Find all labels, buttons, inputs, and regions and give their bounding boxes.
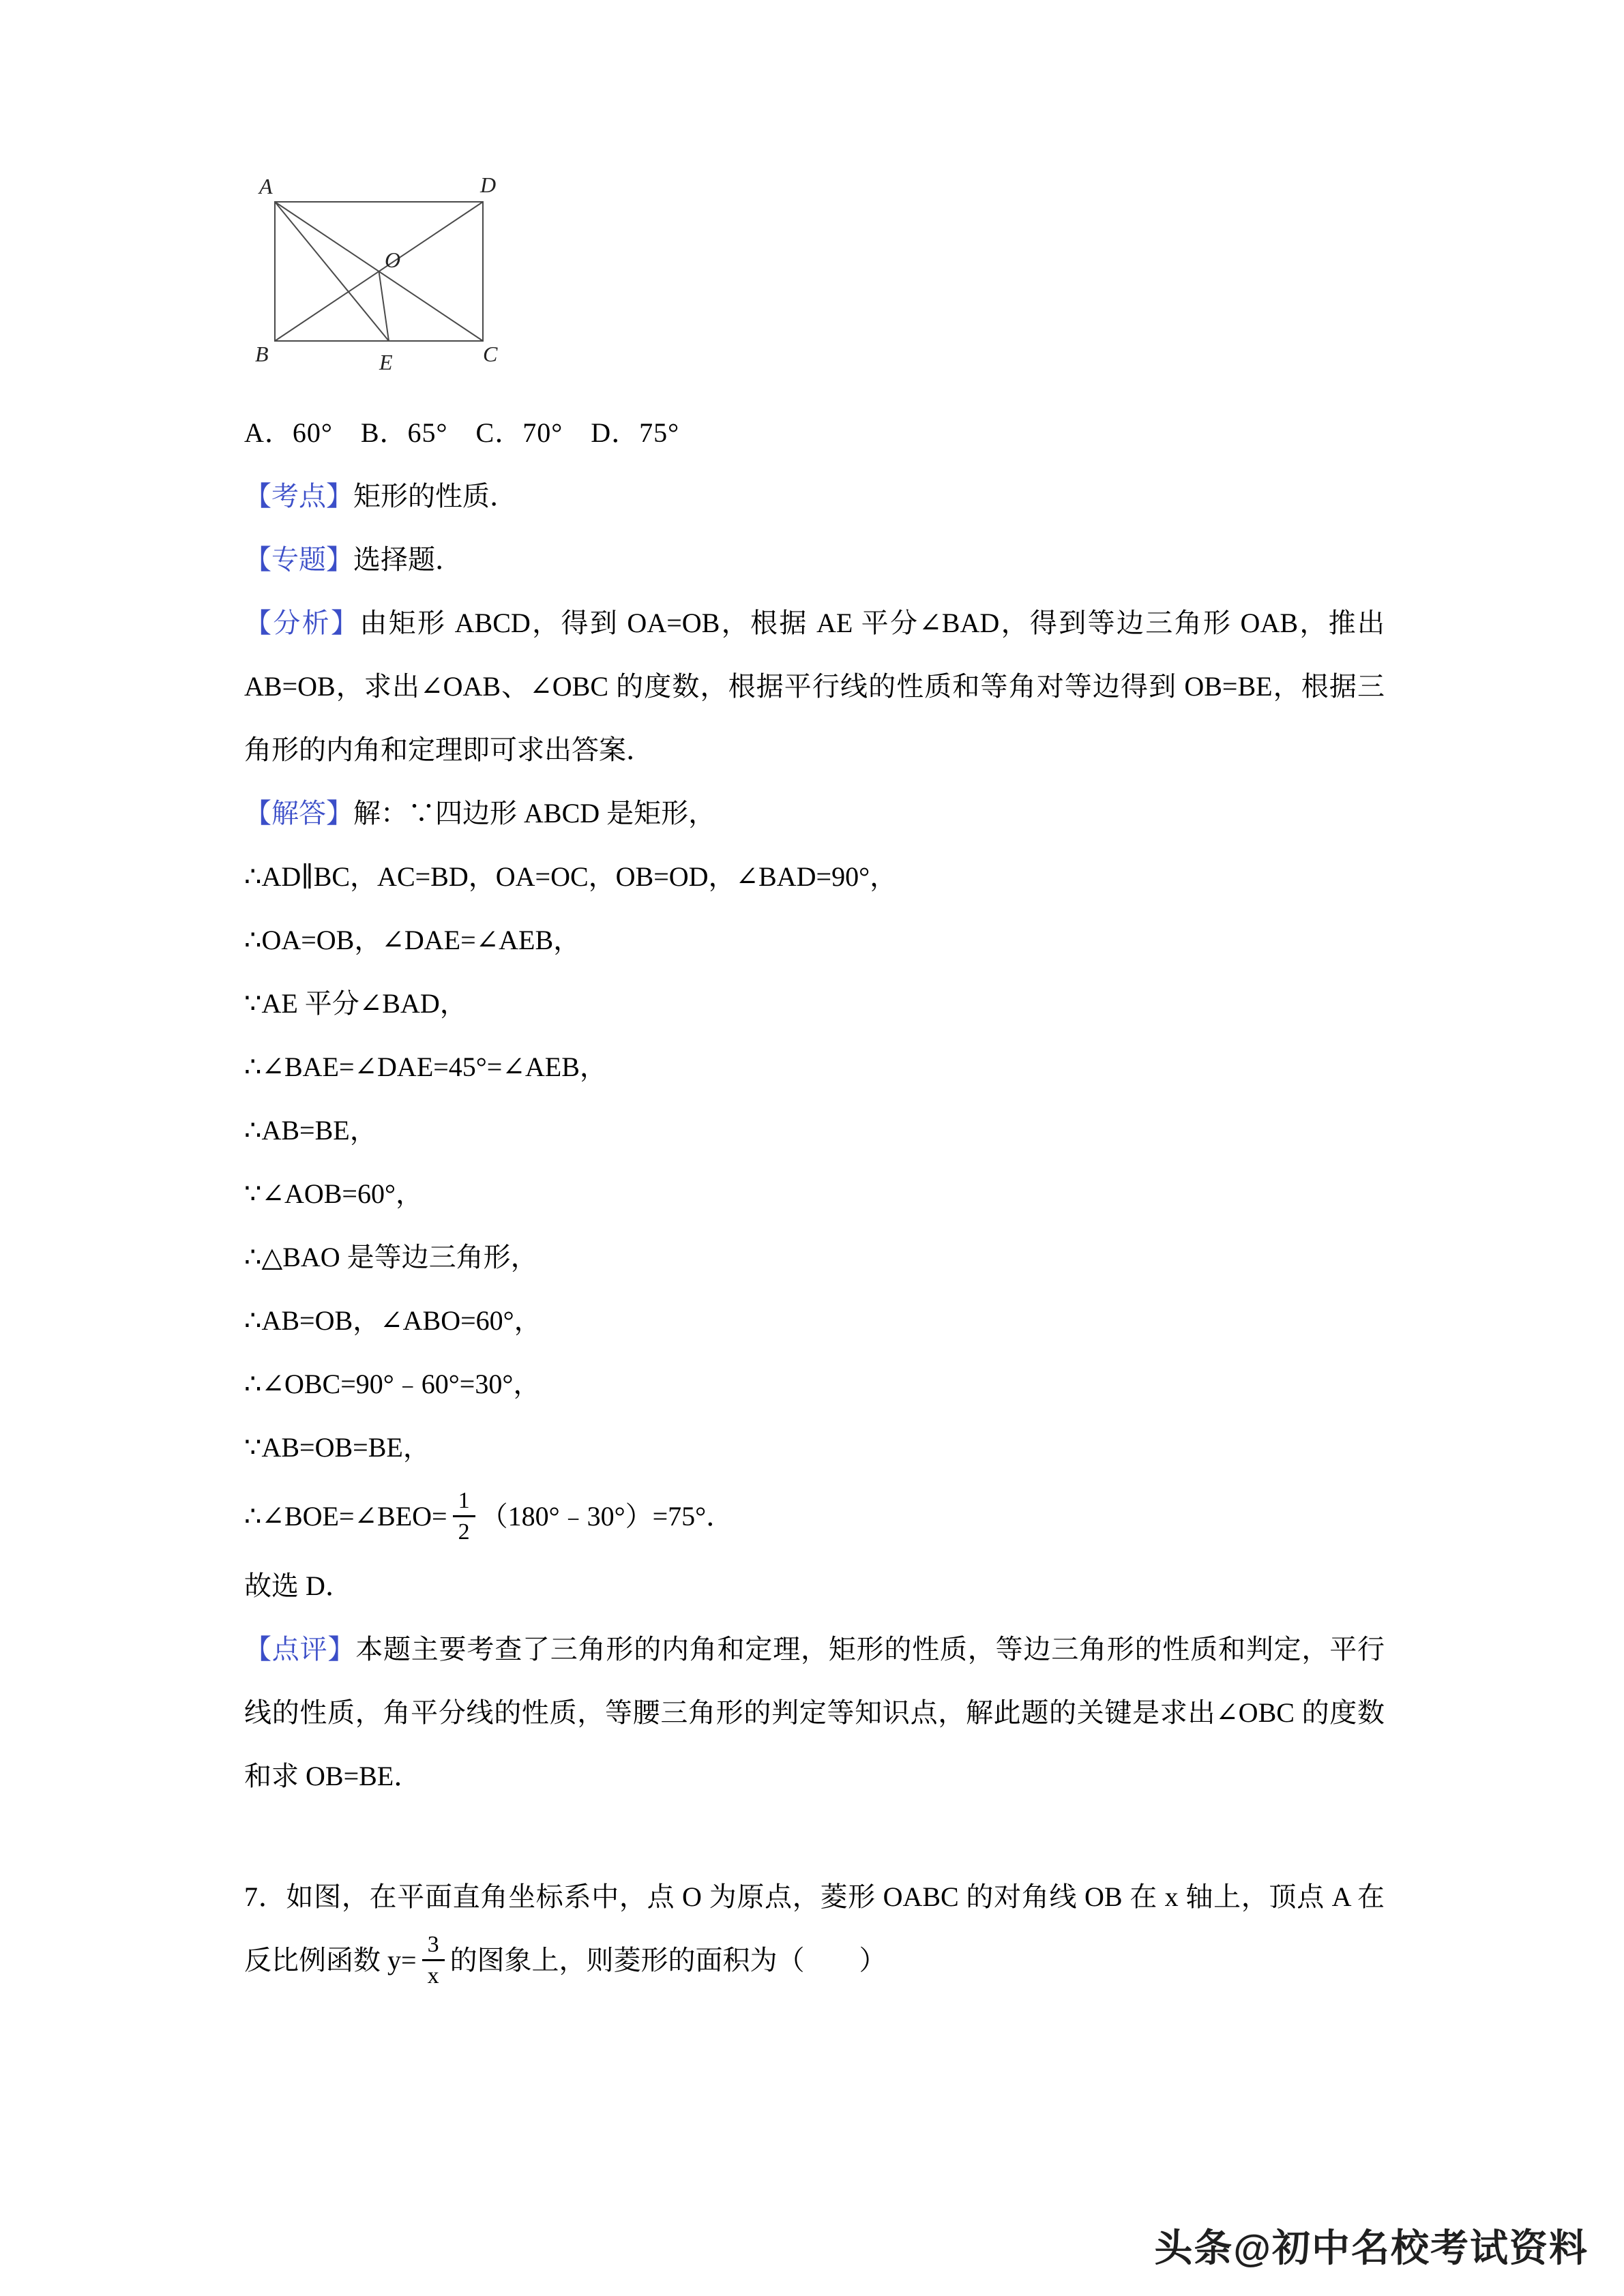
solution-step: ∴△BAO 是等边三角形，: [244, 1242, 538, 1272]
jieda-tag: 【解答】: [244, 798, 353, 829]
figure-label-b: B: [255, 342, 269, 366]
segment-ae: [275, 202, 389, 341]
solution-step: ∵∠AOB=60°，: [244, 1178, 423, 1209]
dianping-tag: 【点评】: [244, 1634, 356, 1665]
fraction-denominator: 2: [458, 1519, 470, 1545]
figure-label-c: C: [483, 342, 498, 366]
solution-fraction-line: [244, 1479, 1385, 1554]
zhuanti-text: 选择题．: [353, 544, 462, 575]
fraction-denominator: x: [427, 1963, 439, 1989]
fraction-line-pre: ∴∠BOE=∠BEO=: [244, 1501, 447, 1532]
figure-label-e: E: [379, 350, 393, 374]
kaodian-text: 矩形的性质．: [353, 481, 517, 511]
solution-step: ∴AD∥BC，AC=BD，OA=OC，OB=OD，∠BAD=90°，: [244, 861, 898, 892]
jieda-intro-text: 解：∵四边形 ABCD 是矩形，: [353, 798, 716, 829]
fenxi-tag: 【分析】: [244, 608, 360, 638]
fraction-line-post: （180°﹣30°）=75°．: [480, 1501, 734, 1532]
solution-step: ∴∠OBC=90°﹣60°=30°，: [244, 1369, 541, 1399]
section-zhuanti: [244, 528, 1385, 591]
content-area: [244, 172, 1385, 1992]
solution-conclusion: 故选 D．: [244, 1570, 353, 1601]
figure-label-d: D: [480, 173, 497, 197]
figure-label-o: O: [385, 248, 401, 272]
solution-intro: [244, 781, 1385, 845]
geometry-figure: [244, 172, 531, 389]
section-kaodian: [244, 464, 1385, 528]
section-dianping: [244, 1617, 1385, 1808]
dianping-text: 本题主要考查了三角形的内角和定理，矩形的性质，等边三角形的性质和判定，平行线的性质，角平分线的性质，等腰三角形的判定等知识点，解此题的关键是求出∠OBC 的度数和求 OB=BE．: [244, 1634, 1385, 1791]
kaodian-tag: 【考点】: [244, 481, 353, 511]
fenxi-text: 由矩形 ABCD，得到 OA=OB，根据 AE 平分∠BAD，得到等边三角形 OAB，推出 AB=OB，求出∠OAB、∠OBC 的度数，根据平行线的性质和等角对等边得到 OB=BE，根据三角形的内角和定理即可求出答案．: [244, 608, 1385, 765]
solution-step: ∴∠BAE=∠DAE=45°=∠AEB，: [244, 1052, 607, 1082]
fraction-three-over-x: [422, 1931, 445, 1989]
section-fenxi: [244, 591, 1385, 781]
answer-choices: A．60° B．65° C．70° D．75°: [244, 417, 680, 448]
question-7-post: 的图象上，则菱形的面积为（ ）: [449, 1945, 887, 1976]
solution-step: ∴AB=BE，: [244, 1115, 377, 1146]
solution-step: ∴AB=OB，∠ABO=60°，: [244, 1305, 542, 1336]
question-7-pre: 7．如图，在平面直角坐标系中，点 O 为原点，菱形 OABC 的对角线 OB 在 x 轴上，顶点 A 在反比例函数 y=: [244, 1881, 1385, 1976]
rectangle-diagram: [244, 172, 531, 389]
question-7: [244, 1865, 1385, 1992]
fraction-one-half: [453, 1487, 475, 1545]
figure-label-a: A: [259, 174, 273, 198]
solution-step: ∵AE 平分∠BAD，: [244, 988, 467, 1019]
watermark: 头条@初中名校考试资料: [1154, 2226, 1589, 2269]
zhuanti-tag: 【专题】: [244, 544, 353, 575]
fraction-numerator: 1: [453, 1487, 475, 1517]
solution-step: ∴OA=OB，∠DAE=∠AEB，: [244, 925, 581, 955]
fraction-numerator: 3: [422, 1931, 445, 1961]
solution-step: ∵AB=OB=BE，: [244, 1432, 430, 1463]
